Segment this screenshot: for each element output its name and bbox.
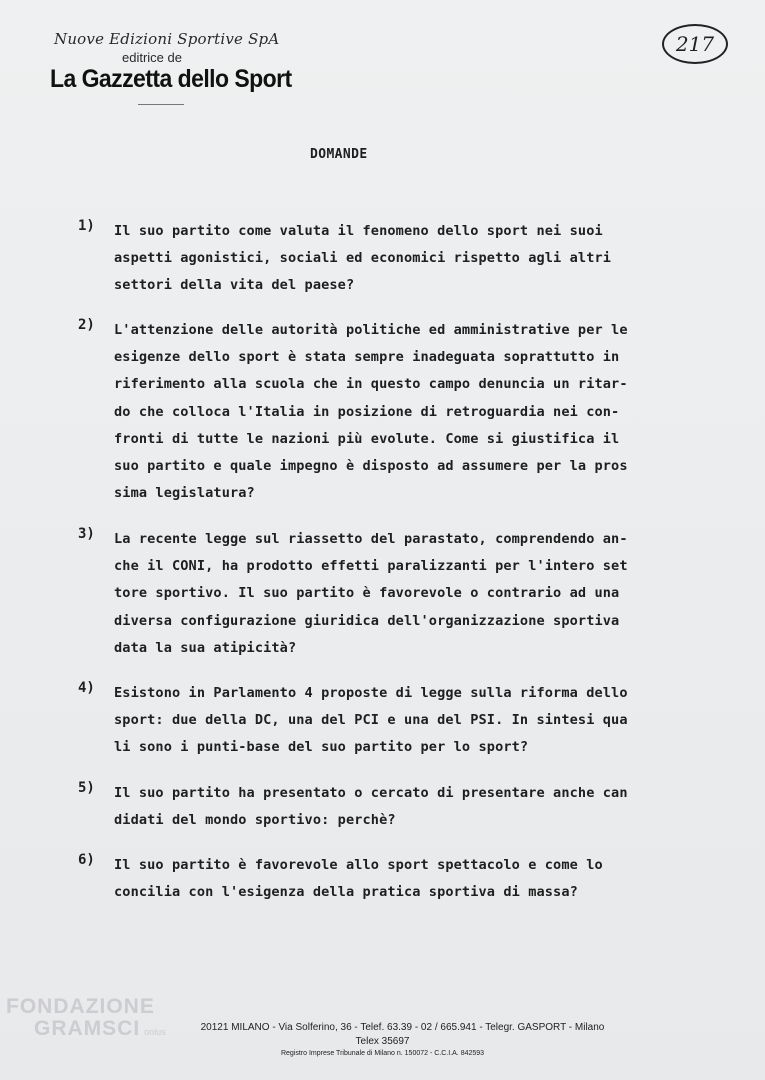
question-text: Il suo partito come valuta il fenomeno dello sport nei suoi aspetti agonistici, sociali ed economici rispetto agli altri settori della vita del paese? xyxy=(114,223,612,294)
footer-address: 20121 MILANO - Via Solferino, 36 - Telef. 63.39 - 02 / 665.941 - Telegr. GASPORT - Milano xyxy=(200,1022,605,1033)
handwritten-page-number: 217 xyxy=(662,24,728,64)
question-text: Esistono in Parlamento 4 proposte di legge sulla riforma dello sport: due della DC, una del PCI e una del PSI. In sintesi qua li sono i punti-base del suo partito per lo sport? xyxy=(114,685,628,756)
watermark-line-3: onlus xyxy=(144,1027,166,1037)
watermark-line-1: FONDAZIONE xyxy=(6,995,155,1018)
letterhead-divider xyxy=(138,104,184,105)
question-number: 1) xyxy=(78,218,95,234)
document-heading: DOMANDE xyxy=(310,147,368,162)
question-number: 2) xyxy=(78,317,95,333)
question-number: 4) xyxy=(78,680,95,696)
footer-registry: Registro Imprese Tribunale di Milano n. 150072 - C.C.I.A. 842593 xyxy=(280,1050,485,1057)
newspaper-logo: La Gazzetta dello Sport xyxy=(50,65,292,93)
footer-telex: Telex 35697 xyxy=(355,1036,410,1047)
publisher-name: Nuove Edizioni Sportive SpA xyxy=(54,30,280,48)
question-text: L'attenzione delle autorità politiche ed amministrative per le esigenze dello sport è stata sempre inadeguata soprattutto in riferimento alla scuola che in questo campo denuncia un ritar- do che colloca l'Italia in posizione di retroguardia nei con- fronti di tutte le nazioni più evolute. Come si giustifica il suo partito e quale impegno è disposto ad assumere per la pros sima legislatura? xyxy=(114,322,628,502)
question-number: 5) xyxy=(78,780,95,796)
editrice-label: editrice de xyxy=(122,50,182,65)
question-text: Il suo partito ha presentato o cercato di presentare anche can didati del mondo sportivo: perchè? xyxy=(114,785,628,829)
letterhead xyxy=(50,30,290,105)
watermark-line-2: GRAMSCI onlus xyxy=(34,1017,166,1040)
question-text: La recente legge sul riassetto del parastato, comprendendo an- che il CONI, ha prodotto effetti paralizzanti per l'intero set tore sportivo. Il suo partito è favorevole o contrario ad una diversa configurazione giuridica dell'organizzazione sportiva data la sua atipicità? xyxy=(114,531,628,656)
question-text: Il suo partito è favorevole allo sport spettacolo e come lo concilia con l'esigenza della pratica sportiva di massa? xyxy=(114,857,603,901)
question-number: 3) xyxy=(78,526,95,542)
question-number: 6) xyxy=(78,852,95,868)
